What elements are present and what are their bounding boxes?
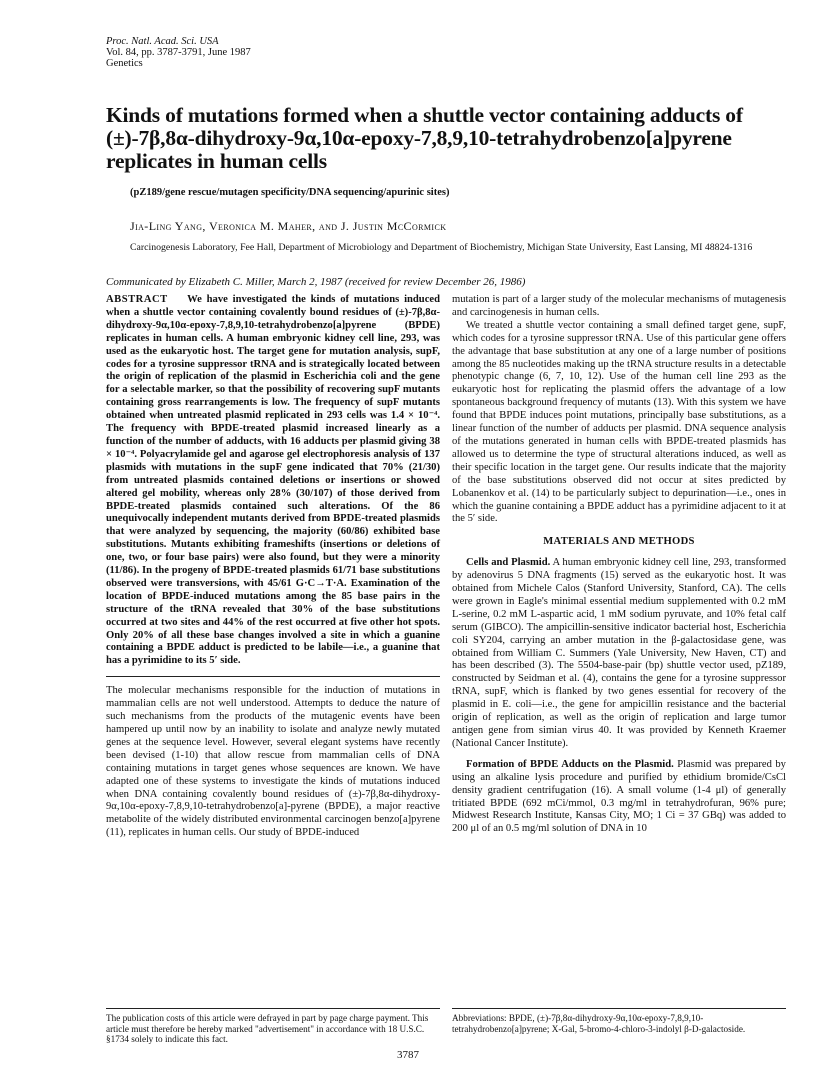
left-column xyxy=(106,294,440,840)
cells-text: A human embryonic kidney cell line, 293, transformed by adenovirus 5 DNA fragments (15) served as the eukaryotic host. It was obtained from Michele Calos (Stanford University, Stanford, CA). The cells were grown in Eagle's minimal essential medium supplemented with 0.2 mM L-serine, 0.2 mM L-aspartic acid, 1 mM sodium pyruvate, and 10% fetal calf serum (GIBCO). The ampicillin-sensitive indicator bacterial host, Escherichia coli SY204, carrying an amber mutation in the β-galactosidase gene, was obtained from William C. Summers (Yale University, New Haven, CT) and has been described (3). The 5504-base-pair (bp) shuttle vector used, pZ189, constructed by Seidman et al. (4), contains the gene for a tyrosine suppressor tRNA, supF, which is flanked by two genes essential for recovery of the plasmid in E. coli—i.e., the gene for ampicillin resistance and the bacterial origin of replication, as well as the origin of replication and large tumor antigen gene from simian virus 40. It was provided by Kenneth Kraemer (National Cancer Institute). xyxy=(452,557,786,749)
keywords: (pZ189/gene rescue/mutagen specificity/DNA sequencing/apurinic sites) xyxy=(130,187,450,198)
formation-text: Plasmid was prepared by using an alkaline lysis procedure and purified by ethidium bromide/CsCl density gradient centrifugation (16). A small volume (1-4 μl) of generally tritiated BPDE (692 mCi/mmol, 0.3 mg/ml in tetrahydrofuran, 96% pure; Midwest Research Institute, Kansas City, MO; 1 Ci = 37 GBq) was added to 200 μl of an 0.5 mg/ml solution of DNA in 10 xyxy=(452,758,786,835)
abstract-text: We have investigated the kinds of mutations induced when a shuttle vector containing covalently bound residues of (±)-7β,8α-dihydroxy-9α,10α-epoxy-7,8,9,10-tetrahydrobenzo[a]pyrene (BPDE) replicates in human cells. A human embryonic kidney cell line, 293, was used as the eukaryotic host. The target gene for mutation analysis, supF, codes for a tyrosine suppressor tRNA and is strategically located between the origin of replication of the plasmid in Escherichia coli and the gene for a selectable marker, so that the possibility of recovering supF mutants containing gross rearrangements is low. The frequency of supF mutants obtained when untreated plasmid replicated in 293 cells was 1.4 × 10⁻⁴. The frequency with BPDE-treated plasmid increased linearly as a function of the number of adducts, with 16 adducts per plasmid giving 38 × 10⁻⁴. Polyacrylamide gel and agarose gel electrophoresis analysis of 137 plasmids with mutations in the supF gene indicated that 70% (21/30) from untreated plasmids contained deletions or insertions or showed altered gel mobility, whereas only 28% (30/107) of those derived from BPDE-treated plasmids contained such alterations. Of the 86 unequivocally independent mutants derived from BPDE-treated plasmids that were analyzed by sequencing, the majority (60/86) exhibited base substitutions. Mutants exhibiting frameshifts (insertions or deletions of one, two, or four base pairs) were also found, but they were a minority (11/86). In the progeny of BPDE-treated plasmids 61/71 base substitutions observed were transversions, with 45/61 G·C→T·A. Examination of the location of BPDE-induced mutations among the 85 base pairs in the structure of the tRNA revealed that 30% of the base substitutions occurred at two sites and 44% of the rest occurred at five other hot spots. Only 20% of all these base changes involved a site in which a guanine containing a BPDE adduct is predicted to be labile—i.e., a guanine that has a pyrimidine to its 5′ side. xyxy=(106,294,440,667)
authors: Jia-Ling Yang, Veronica M. Maher, and J. Justin McCormick xyxy=(130,219,447,233)
intro-continuation: mutation is part of a larger study of the molecular mechanisms of mutagenesis and carcinogenesis in human cells. xyxy=(452,294,786,318)
right-column xyxy=(452,294,786,836)
journal-name: Proc. Natl. Acad. Sci. USA xyxy=(106,36,219,47)
article-title: Kinds of mutations formed when a shuttle vector containing adducts of (±)-7β,8α-dihydroxy-9α,10α-epoxy-7,8,9,10-tetrahydrobenzo[a]pyrene replicates in human cells xyxy=(106,103,743,173)
formation-subhead: Formation of BPDE Adducts on the Plasmid. xyxy=(466,758,674,770)
communicated-by: Communicated by Elizabeth C. Miller, March 2, 1987 (received for review December 26, 1986) xyxy=(106,276,526,288)
page-number: 3787 xyxy=(397,1049,419,1061)
journal-volume: Vol. 84, pp. 3787-3791, June 1987 xyxy=(106,47,251,58)
publication-cost-footnote: The publication costs of this article were defrayed in part by page charge payment. This article must therefore be hereby marked "advertisement" in accordance with 18 U.S.C. §1734 solely to indicate this fact. xyxy=(106,1008,440,1045)
intro-paragraph: The molecular mechanisms responsible for the induction of mutations in mammalian cells are not well understood. Attempts to deduce the nature of such mechanisms from the products of the mutagenic events have been hampered up until now by an inability to isolate and analyze newly mutated genes at the sequence level. However, several elegant systems have recently been devised (1-10) that allow rescue from mammalian cells of DNA containing mutations in target genes whose sequences are known. We have adapted one of these systems to investigate the kinds of mutations induced when DNA containing covalently bound residues of (±)-7β,8α-dihydroxy-9α,10α-epoxy-7,8,9,10-tetrahydrobenzo[a]-pyrene (BPDE), a major reactive metabolite of the widely distributed environmental carcinogen benzo[a]pyrene (11), replicates in human cells. Our study of BPDE-induced xyxy=(106,685,440,839)
abbreviations-footnote: Abbreviations: BPDE, (±)-7β,8α-dihydroxy-9α,10α-epoxy-7,8,9,10-tetrahydrobenzo[a]pyrene; X-Gal, 5-bromo-4-chloro-3-indolyl β-D-galactoside. xyxy=(452,1008,786,1034)
abstract xyxy=(106,294,440,677)
abstract-label: ABSTRACT xyxy=(106,294,168,305)
intro-paragraph-2: We treated a shuttle vector containing a small defined target gene, supF, which codes for a tyrosine suppressor tRNA. Use of this particular gene offers the advantage that base substitution at any one of a large number of positions among the 85 nucleotides making up the tRNA structure results in a detectable phenotypic change (6, 7, 10, 12). Use of the human cell line 293 as the eukaryotic host for replicating the plasmid offers the advantage of a low spontaneous background frequency of mutants (13). With this system we have found that BPDE induces point mutations, principally base substitutions, as a linear function of the number of adducts per plasmid. DNA sequence analysis of the mutations generated in human cells with BPDE-treated plasmids has allowed us to determine the type of structural alterations induced, as well as their specific location in the target gene. Our results indicate that the majority of the base substitutions observed did not occur at sites predicted by Lobanenkov et al. (14) to be particularly subject to depurination—i.e., ones in which the guanine containing a BPDE adduct has a pyrimidine adjacent to it at the 5′ side. xyxy=(452,319,786,525)
section-title-methods: MATERIALS AND METHODS xyxy=(543,536,695,548)
affiliation: Carcinogenesis Laboratory, Fee Hall, Department of Microbiology and Department of Biochemistry, Michigan State University, East Lansing, MI 48824-1316 xyxy=(130,242,753,253)
formation-paragraph xyxy=(452,759,786,836)
journal-section: Genetics xyxy=(106,58,143,69)
cells-subhead: Cells and Plasmid. xyxy=(466,557,551,569)
journal-header xyxy=(106,36,251,69)
cells-paragraph xyxy=(452,557,786,751)
